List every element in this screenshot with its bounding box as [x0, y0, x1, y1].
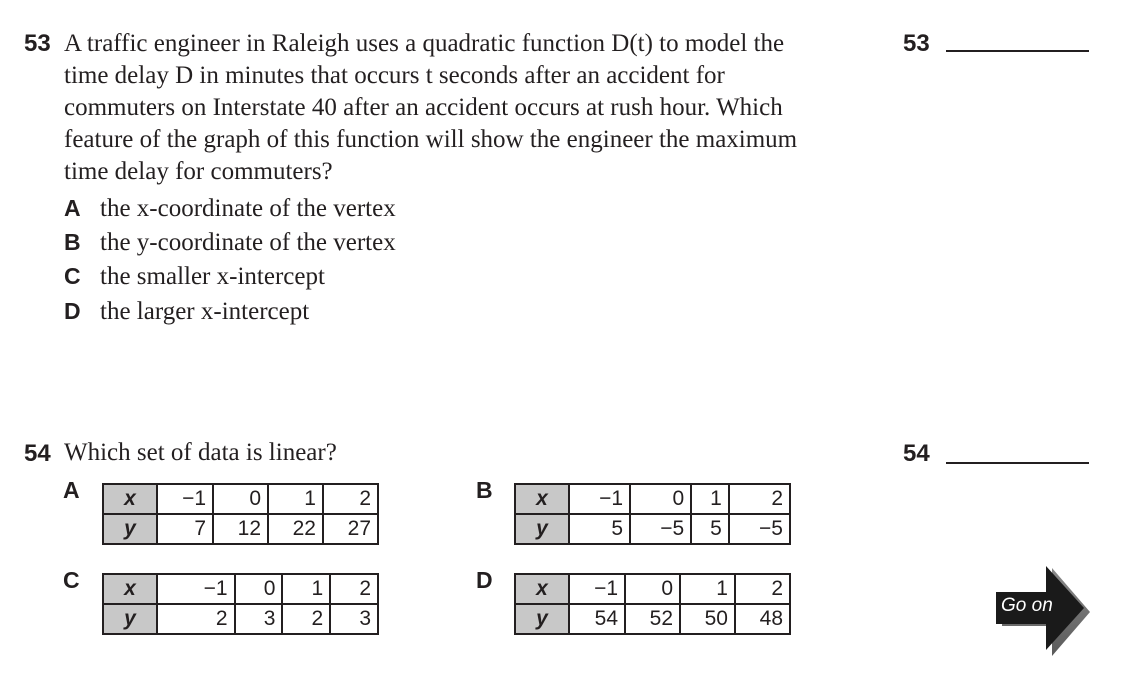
table-cell: 54	[569, 604, 625, 634]
x-header: x	[103, 574, 157, 604]
data-table-b	[514, 483, 791, 545]
question-53-line: feature of the graph of this function will show the engineer the maximum	[64, 126, 798, 153]
choice-text: the y-coordinate of the vertex	[100, 229, 396, 256]
table-cell: 5	[569, 514, 630, 544]
table-row	[515, 574, 790, 604]
table-cell: 2	[157, 604, 235, 634]
y-header: y	[515, 514, 569, 544]
data-table-d	[514, 573, 791, 635]
answer-choice-d[interactable]	[64, 295, 309, 328]
table-row	[515, 514, 790, 544]
table-cell: 50	[680, 604, 735, 634]
table-cell: 7	[157, 514, 213, 544]
question-number-53: 53	[24, 30, 51, 57]
table-cell: 5	[691, 514, 729, 544]
question-53-line: time delay for commuters?	[64, 158, 333, 185]
table-row	[103, 574, 378, 604]
table-cell: 3	[235, 604, 283, 634]
table-cell: −1	[569, 484, 630, 514]
table-cell: 2	[330, 574, 378, 604]
choice-letter: C	[64, 263, 81, 289]
table-cell: 2	[735, 574, 790, 604]
answer-label-54: 54	[903, 440, 930, 467]
question-53-line: time delay D in minutes that occurs t seconds after an accident for	[64, 62, 725, 89]
table-cell: 52	[625, 604, 680, 634]
table-cell: 1	[691, 484, 729, 514]
table-row	[515, 484, 790, 514]
data-table-c	[102, 573, 379, 635]
table-cell: −1	[157, 574, 235, 604]
answer-label-53: 53	[903, 30, 930, 57]
table-cell: −1	[569, 574, 625, 604]
table-cell: 22	[268, 514, 323, 544]
answer-blank-54[interactable]	[946, 462, 1089, 464]
table-cell: 2	[323, 484, 378, 514]
question-53-text	[64, 28, 797, 188]
answer-choice-c[interactable]	[64, 260, 325, 293]
data-table-a	[102, 483, 379, 545]
question-53-line: A traffic engineer in Raleigh uses a quadratic function D(t) to model the	[64, 30, 785, 57]
table-cell: 48	[735, 604, 790, 634]
answer-choice-a[interactable]	[64, 192, 396, 225]
table-row	[103, 514, 378, 544]
table-cell: −1	[157, 484, 213, 514]
table-cell: 1	[680, 574, 735, 604]
table-cell: 2	[282, 604, 330, 634]
table-cell: −5	[630, 514, 691, 544]
answer-choice-b[interactable]	[64, 226, 396, 259]
y-header: y	[515, 604, 569, 634]
table-cell: −5	[729, 514, 790, 544]
x-header: x	[515, 574, 569, 604]
table-cell: 3	[330, 604, 378, 634]
choice-text: the larger x-intercept	[100, 298, 310, 325]
table-cell: 1	[282, 574, 330, 604]
choice-letter-b[interactable]: B	[476, 477, 493, 503]
choice-letter-d[interactable]: D	[476, 567, 493, 593]
go-on-label[interactable]: Go on	[1001, 595, 1053, 616]
x-header: x	[103, 484, 157, 514]
table-row	[103, 604, 378, 634]
choice-letter-c[interactable]: C	[63, 567, 80, 593]
table-cell: 0	[213, 484, 268, 514]
table-cell: 1	[268, 484, 323, 514]
table-cell: 0	[235, 574, 283, 604]
table-row	[515, 604, 790, 634]
y-header: y	[103, 514, 157, 544]
question-53-line: commuters on Interstate 40 after an accident occurs at rush hour. Which	[64, 94, 783, 121]
table-cell: 12	[213, 514, 268, 544]
choice-letter: B	[64, 229, 81, 255]
y-header: y	[103, 604, 157, 634]
choice-letter: D	[64, 298, 81, 324]
x-header: x	[515, 484, 569, 514]
question-54-text: Which set of data is linear?	[64, 439, 337, 466]
table-cell: 27	[323, 514, 378, 544]
choice-letter-a[interactable]: A	[63, 477, 80, 503]
choice-text: the smaller x-intercept	[100, 263, 325, 290]
answer-blank-53[interactable]	[946, 50, 1089, 52]
table-cell: 2	[729, 484, 790, 514]
table-cell: 0	[625, 574, 680, 604]
choice-text: the x-coordinate of the vertex	[100, 195, 396, 222]
table-row	[103, 484, 378, 514]
table-cell: 0	[630, 484, 691, 514]
choice-letter: A	[64, 195, 81, 221]
question-number-54: 54	[24, 440, 51, 467]
